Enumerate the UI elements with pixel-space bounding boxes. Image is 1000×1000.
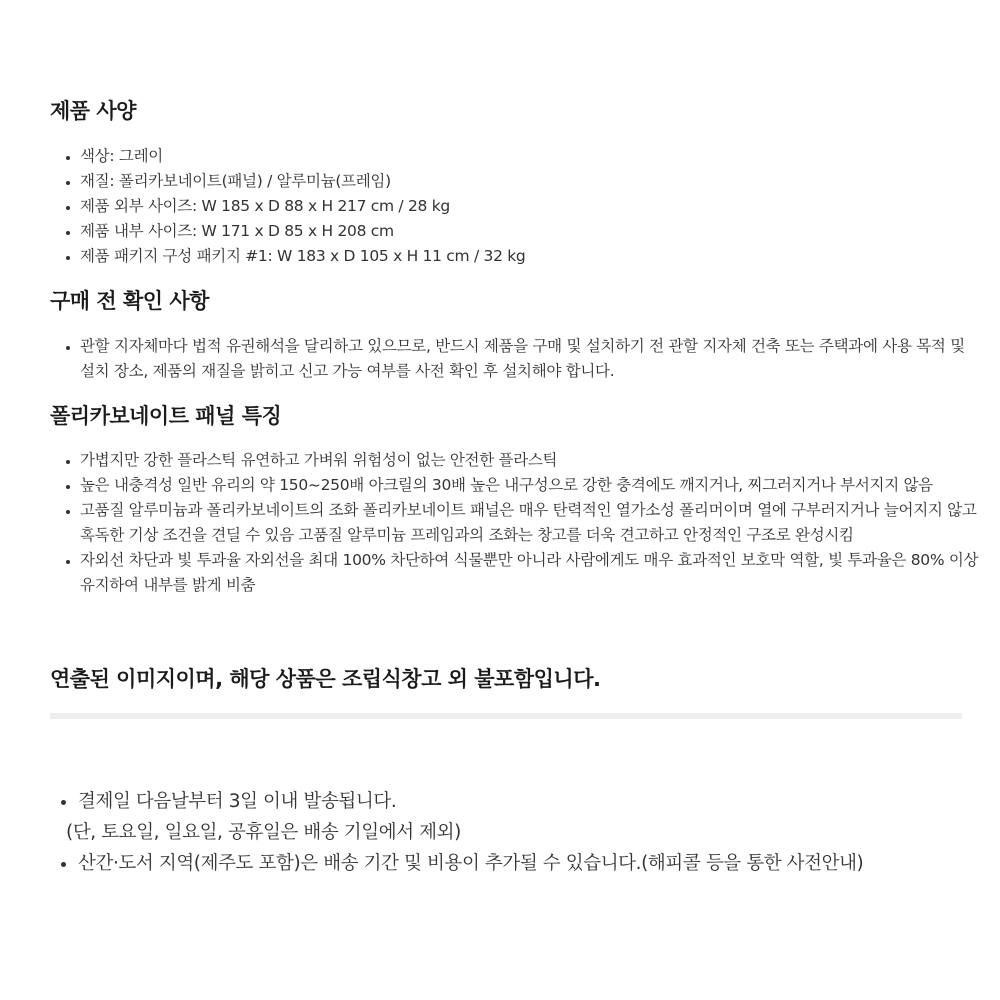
features-title: 폴리카보네이트 패널 특징 — [50, 404, 282, 428]
list-item: • 재질: 폴리카보네이트(패널) / 알루미늄(프레임) — [80, 169, 980, 194]
list-item: • 제품 외부 사이즈: W 185 x D 88 x H 217 cm / 28 kg — [80, 194, 980, 219]
divider — [50, 713, 962, 719]
precheck-list — [62, 334, 980, 384]
list-item: • 고품질 알루미늄과 폴리카보네이트의 조화 폴리카보네이트 패널은 매우 탄력적인 열가소성 폴리머이며 열에 구부러지거나 늘어지지 않고 혹독한 기상 조건을 견딜 수 있음 고품질 알루미늄 프레임과의 조화는 창고를 더욱 견고하고 안정적인 구조로 완성시킴 — [80, 498, 980, 548]
shipping-line-1-note: (단, 토요일, 일요일, 공휴일은 배송 기일에서 제외) — [66, 822, 461, 843]
shipping-line-2: 산간·도서 지역(제주도 포함)은 배송 기간 및 비용이 추가될 수 있습니다.(해피콜 등을 통한 사전안내) — [78, 853, 864, 874]
list-item — [78, 848, 1000, 879]
shipping-notice-list — [48, 786, 1000, 879]
spec-title: 제품 사양 — [50, 99, 136, 123]
list-item: • 제품 패키지 구성 패키지 #1: W 183 x D 105 x H 11 cm / 32 kg — [80, 244, 980, 269]
shipping-line-1: 결제일 다음날부터 3일 이내 발송됩니다. — [78, 791, 397, 812]
list-item: • 제품 내부 사이즈: W 171 x D 85 x H 208 cm — [80, 219, 980, 244]
list-item: • 가볍지만 강한 플라스틱 유연하고 가벼워 위험성이 없는 안전한 플라스틱 — [80, 448, 980, 473]
list-item: • 자외선 차단과 빛 투과율 자외선을 최대 100% 차단하여 식물뿐만 아니라 사람에게도 매우 효과적인 보호막 역할, 빛 투과율은 80% 이상 유지하여 내부를 밝게 비춤 — [80, 548, 980, 598]
list-item — [66, 786, 1000, 848]
precheck-title: 구매 전 확인 사항 — [50, 289, 209, 313]
list-item: • 높은 내충격성 일반 유리의 약 150~250배 아크릴의 30배 높은 내구성으로 강한 충격에도 깨지거나, 찌그러지거나 부서지지 않음 — [80, 473, 980, 498]
spec-list — [62, 144, 980, 269]
list-item: • 색상: 그레이 — [80, 144, 980, 169]
disclaimer-text: 연출된 이미지이며, 해당 상품은 조립식창고 외 불포함입니다. — [50, 667, 601, 691]
list-item: • 관할 지자체마다 법적 유권해석을 달리하고 있으므로, 반드시 제품을 구매 및 설치하기 전 관할 지자체 건축 또는 주택과에 사용 목적 및 설치 장소, 제품의 재질을 밝히고 신고 가능 여부를 사전 확인 후 설치해야 합니다. — [80, 334, 980, 384]
features-list — [62, 448, 980, 598]
